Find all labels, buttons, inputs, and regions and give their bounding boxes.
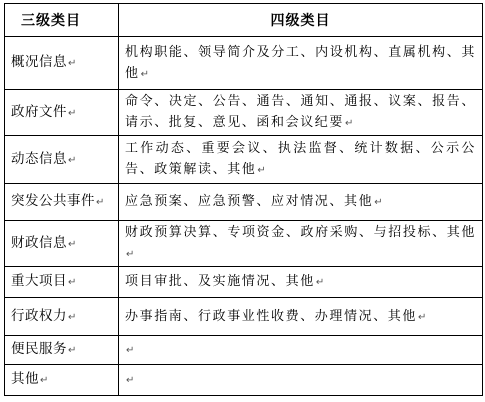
row-items: 办事指南、行政事业性收费、办理情况、其他↵ bbox=[119, 298, 483, 336]
paragraph-mark-icon: ↵ bbox=[96, 197, 105, 208]
paragraph-mark-icon: ↵ bbox=[315, 277, 326, 288]
paragraph-mark-icon: ↵ bbox=[68, 154, 77, 166]
paragraph-mark-icon: ↵ bbox=[345, 118, 355, 129]
row-category: 政府文件↵ bbox=[5, 90, 119, 136]
row-category: 便民服务↵ bbox=[5, 336, 119, 365]
table-row bbox=[5, 136, 483, 184]
paragraph-mark-icon: ↵ bbox=[68, 277, 77, 288]
table-row bbox=[5, 221, 483, 267]
row-category: 其他↵ bbox=[5, 365, 119, 396]
row-category: 重大项目↵ bbox=[5, 267, 119, 298]
paragraph-mark-icon: ↵ bbox=[257, 165, 268, 176]
paragraph-mark-icon: ↵ bbox=[68, 345, 77, 356]
paragraph-mark-icon: ↵ bbox=[418, 311, 428, 323]
row-items: 项目审批、及实施情况、其他↵ bbox=[119, 267, 483, 298]
paragraph-mark-icon: ↵ bbox=[40, 375, 49, 386]
paragraph-mark-icon: ↵ bbox=[140, 68, 151, 80]
paragraph-mark-icon: ↵ bbox=[68, 107, 77, 119]
row-items: 财政预算决算、专项资金、政府采购、与招投标、其他↵ bbox=[119, 221, 483, 267]
table-row bbox=[5, 298, 483, 336]
paragraph-mark-icon: ↵ bbox=[126, 375, 136, 386]
table-row bbox=[5, 90, 483, 136]
row-items: 机构职能、领导简介及分工、内设机构、直属机构、其他↵ bbox=[119, 37, 483, 90]
category-table bbox=[4, 3, 483, 396]
paragraph-mark-icon: ↵ bbox=[68, 311, 77, 323]
paragraph-mark-icon: ↵ bbox=[68, 58, 77, 69]
paragraph-mark-icon: ↵ bbox=[68, 238, 77, 250]
paragraph-mark-icon: ↵ bbox=[126, 345, 136, 356]
header-level4: 四级类目 bbox=[119, 4, 483, 37]
table-row bbox=[5, 37, 483, 90]
row-items bbox=[119, 365, 483, 396]
row-category: 行政权力↵ bbox=[5, 298, 119, 336]
row-items: 应急预案、应急预警、应对情况、其他↵ bbox=[119, 184, 483, 221]
row-category: 动态信息↵ bbox=[5, 136, 119, 184]
table-row bbox=[5, 365, 483, 396]
table-row bbox=[5, 267, 483, 298]
paragraph-mark-icon: ↵ bbox=[126, 249, 136, 260]
table-row bbox=[5, 336, 483, 365]
paragraph-mark-icon: ↵ bbox=[374, 197, 385, 208]
row-items: 工作动态、重要会议、执法监督、统计数据、公示公告、政策解读、其他↵ bbox=[119, 136, 483, 184]
header-level3: 三级类目 bbox=[5, 4, 119, 37]
row-items bbox=[119, 336, 483, 365]
row-category: 突发公共事件↵ bbox=[5, 184, 119, 221]
table-header-row bbox=[5, 4, 483, 37]
table-row bbox=[5, 184, 483, 221]
row-category: 概况信息↵ bbox=[5, 37, 119, 90]
row-category: 财政信息↵ bbox=[5, 221, 119, 267]
row-items: 命令、决定、公告、通告、通知、通报、议案、报告、请示、批复、意见、函和会议纪要↵ bbox=[119, 90, 483, 136]
